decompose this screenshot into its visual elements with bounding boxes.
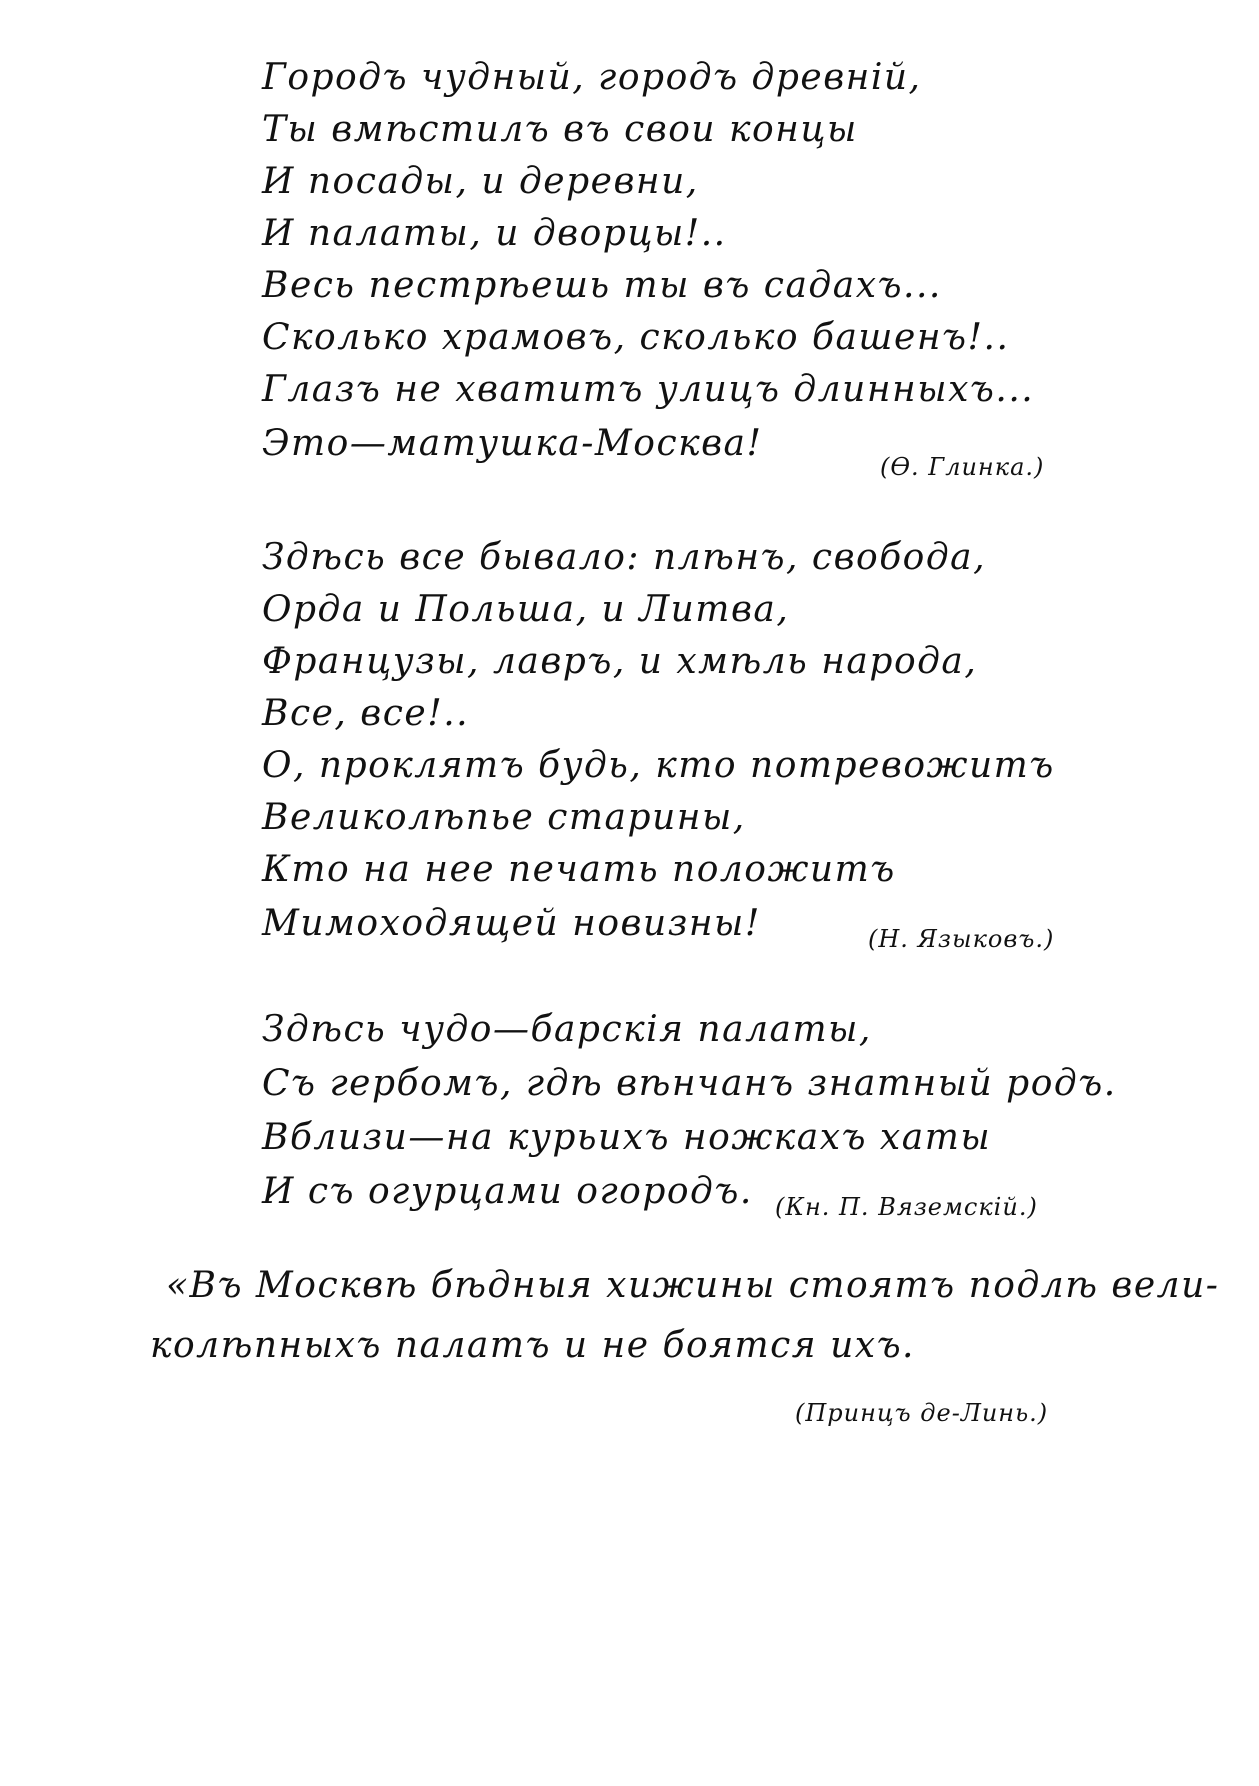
verse-line: Глазъ не хватитъ улицъ длинныхъ... (262, 369, 1035, 410)
verse-line: Вблизи—на курьихъ ножкахъ хаты (262, 1117, 992, 1158)
verse-line: Сколько храмовъ, сколько башенъ!.. (262, 317, 1010, 358)
verse-line: Здѣсь чудо—барскія палаты, (262, 1009, 872, 1050)
attribution-glinka: (Ѳ. Глинка.) (880, 453, 1045, 481)
verse-line: Все, все!.. (262, 693, 470, 734)
attribution-vyazemsky: (Кн. П. Вяземскій.) (775, 1193, 1038, 1221)
verse-line: Мимоходящей новизны! (262, 903, 761, 944)
verse-line: Это—матушка-Москва! (262, 423, 763, 464)
verse-line: И палаты, и дворцы!.. (262, 213, 727, 254)
prose-line: «Въ Москвѣ бѣдныя хижины стоятъ подлѣ вели- (166, 1265, 1220, 1306)
verse-line: Съ гербомъ, гдѣ вѣнчанъ знатный родъ. (262, 1063, 1117, 1104)
verse-line: И съ огурцами огородъ. (262, 1171, 753, 1212)
verse-line: О, проклятъ будь, кто потревожитъ (262, 745, 1055, 786)
verse-line: Кто на нее печать положитъ (262, 849, 896, 890)
verse-line: Ты вмѣстилъ въ свои концы (262, 109, 858, 150)
verse-line: Французы, лавръ, и хмѣль народа, (262, 641, 978, 682)
prose-quote (150, 1256, 1220, 1376)
attribution-yazykov: (Н. Языковъ.) (868, 925, 1055, 953)
prose-line: колѣпныхъ палатъ и не боятся ихъ. (150, 1325, 915, 1366)
verse-line: Городъ чудный, городъ древній, (262, 57, 922, 98)
verse-line: Орда и Польша, и Литва, (262, 589, 790, 630)
verse-line: Весь пестрѣешь ты въ садахъ... (262, 265, 942, 306)
attribution-de-ligne: (Принцъ де-Линь.) (795, 1399, 1049, 1427)
verse-line: И посады, и деревни, (262, 161, 699, 202)
verse-line: Здѣсь все бывало: плѣнъ, свобода, (262, 537, 987, 578)
verse-line: Великолѣпье старины, (262, 797, 746, 838)
